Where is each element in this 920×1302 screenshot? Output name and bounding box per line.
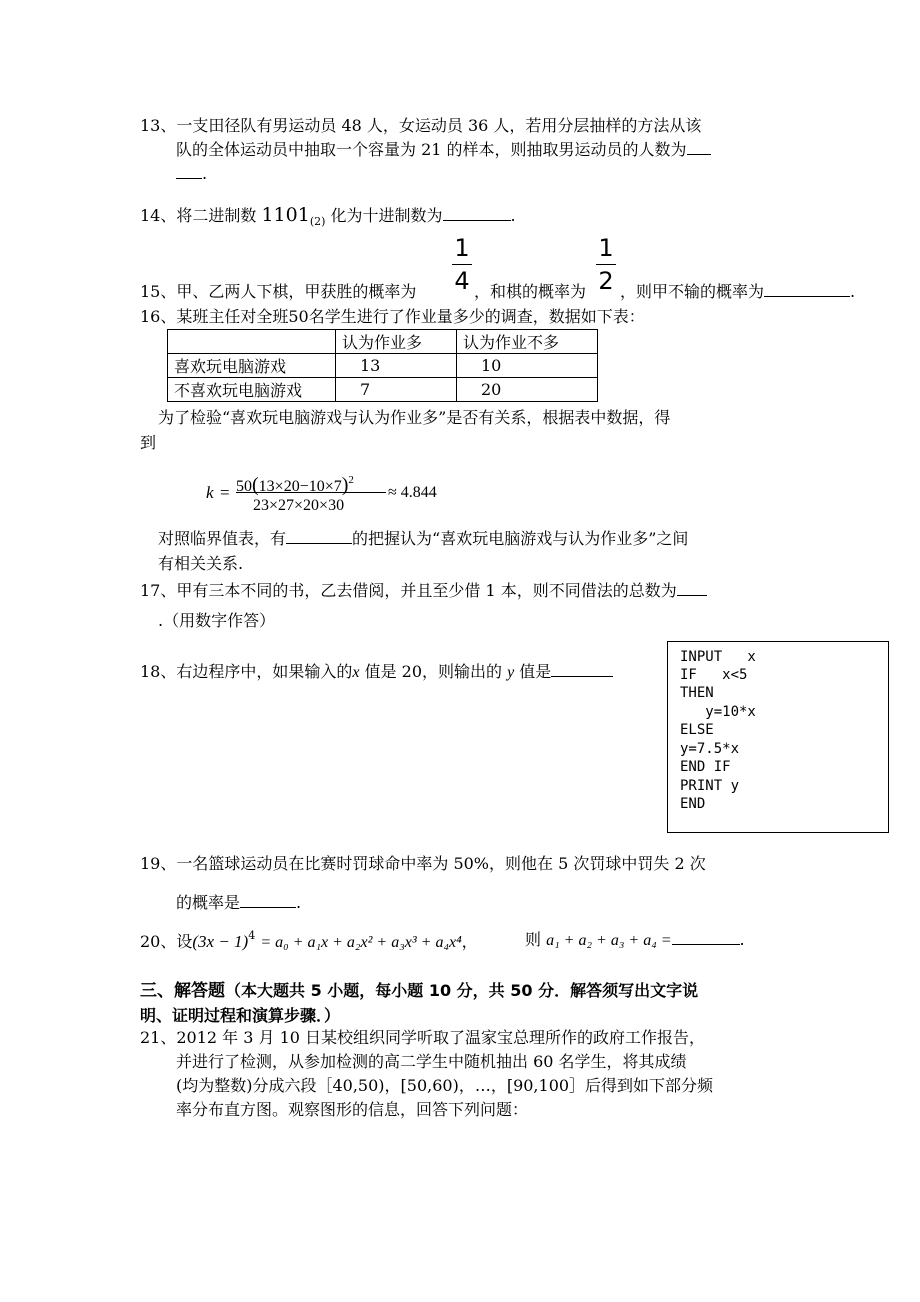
q18-answer-blank[interactable] — [551, 662, 613, 677]
q19-line2-text: 的概率是 — [176, 893, 241, 912]
q18-before-x: 18、右边程序中，如果输入的 — [140, 662, 353, 681]
code-line: END IF — [680, 759, 731, 775]
code-line: ELSE — [680, 722, 714, 738]
section-3-note: （本大题共 5 小题，每小题 10 分，共 50 分．解答须写出文字说 — [225, 981, 699, 1000]
q19-line1: 19、一名篮球运动员在比赛时罚球命中率为 50%，则他在 5 次罚球中罚失 2 次 — [140, 854, 706, 873]
formula-fraction-bar — [236, 492, 386, 493]
formula-paren-open: ( — [252, 474, 259, 496]
q15-frac2-denominator: 2 — [598, 267, 614, 295]
q15-fraction-1-4 — [452, 234, 472, 295]
q14-base-subscript: (2) — [309, 215, 326, 228]
q19-end: . — [296, 893, 302, 912]
code-line: END — [680, 796, 706, 812]
q13-end: . — [202, 164, 208, 183]
q15-frac2-numerator: 1 — [598, 234, 614, 262]
q19-answer-blank[interactable] — [240, 893, 296, 908]
q20-lhs-exponent: 4 — [248, 929, 256, 942]
q21-line2: 并进行了检测，从参加检测的高二学生中随机抽出 60 名学生，将其成绩 — [176, 1052, 687, 1071]
q18-var-y: y — [507, 664, 515, 681]
q17-line1-text: 17、甲有三本不同的书，乙去借阅，并且至少借 1 本，则不同借法的总数为 — [140, 581, 677, 600]
q16-line4-before: 对照临界值表，有 — [158, 529, 287, 548]
q20-expr: a₁ + a₂ + a₃ + a₄ = — [546, 932, 672, 949]
q20-rhs: = a₀ + a₁x + a₂x² + a₃x³ + a₄x⁴ — [260, 934, 462, 951]
formula-paren-close: ) — [341, 474, 349, 496]
q21-line3: (均为整数)分成六段［40,50)，[50,60)，…，[90,100］后得到如下部分频 — [176, 1076, 714, 1095]
q21-line4: 率分布直方图。观察图形的信息，回答下列问题： — [176, 1100, 529, 1119]
q20-prefix: 20、设 — [140, 932, 193, 951]
q16-line5: 有相关关系. — [158, 554, 244, 573]
q15-end: . — [850, 282, 856, 301]
q14-end: . — [510, 206, 516, 225]
q16-answer-blank[interactable] — [286, 529, 352, 544]
q13-line3 — [176, 163, 207, 185]
q14-text-before: 14、将二进制数 — [140, 206, 262, 225]
table-header-cell — [168, 330, 336, 354]
section-3-line2: 明、证明过程和演算步骤．） — [140, 1006, 341, 1025]
q20-then-line — [525, 929, 745, 952]
q13-line2 — [176, 139, 711, 161]
q16-line4-after: 的把握认为“喜欢玩电脑游戏与认为作业多”之间 — [352, 529, 689, 548]
formula-denominator: 23×27×20×30 — [253, 497, 345, 514]
section-3-heading — [140, 980, 698, 1002]
q14-text-after: 化为十进制数为 — [325, 206, 443, 225]
q13-answer-blank-a[interactable] — [687, 140, 711, 155]
q21-line1: 21、2012 年 3 月 10 日某校组织同学听取了温家宝总理所作的政府工作报告， — [140, 1028, 706, 1047]
code-line: INPUT x — [680, 649, 756, 665]
table-header-row — [168, 330, 598, 354]
code-line: IF x<5 — [680, 667, 748, 683]
q16-line3: 到 — [140, 433, 157, 452]
formula-approx: ≈ 4.844 — [388, 484, 437, 501]
q20-line — [140, 925, 478, 954]
table-row — [168, 378, 598, 402]
q18-after: 值是 — [514, 662, 552, 681]
code-line: THEN — [680, 685, 714, 701]
table-row — [168, 354, 598, 378]
q19-line2 — [176, 892, 301, 914]
q16-intro: 16、某班主任对全班50名学生进行了作业量多少的调查，数据如下表： — [140, 307, 645, 326]
q15-frac1-bar — [452, 264, 472, 265]
formula-numerator — [236, 469, 354, 498]
q13-line2-text: 队的全体运动员中抽取一个容量为 21 的样本，则抽取男运动员的人数为 — [176, 140, 687, 159]
q20-comma: ， — [461, 932, 478, 951]
q18-var-x: x — [352, 664, 360, 681]
q16-line4 — [158, 528, 688, 550]
table-header-cell: 认为作业多 — [336, 330, 457, 354]
table-cell: 喜欢玩电脑游戏 — [168, 354, 336, 378]
formula-num-inner: 13×20−10×7 — [258, 478, 342, 495]
q20-then: 则 — [525, 930, 542, 949]
q20-answer-blank[interactable] — [672, 930, 740, 945]
q17-line1 — [140, 580, 707, 602]
q15-suffix-line — [620, 281, 855, 303]
q13-line1: 13、一支田径队有男运动员 48 人，女运动员 36 人，若用分层抽样的方法从该 — [140, 116, 702, 135]
q14-line — [140, 204, 516, 233]
q20-end: . — [739, 930, 745, 949]
code-line: PRINT y — [680, 778, 740, 794]
q15-frac1-denominator: 4 — [454, 267, 470, 295]
q20-lhs: (3x − 1) — [192, 932, 249, 951]
q15-frac1-numerator: 1 — [454, 234, 470, 262]
table-header-cell: 认为作业不多 — [457, 330, 598, 354]
table-cell: 7 — [336, 378, 457, 402]
q15-suffix: ，则甲不输的概率为 — [620, 282, 765, 301]
q15-prefix: 15、甲、乙两人下棋，甲获胜的概率为 — [140, 282, 417, 301]
q14-binary-number: 1101 — [261, 204, 310, 226]
code-line: y=7.5*x — [680, 741, 740, 757]
formula-num-coef: 50 — [236, 478, 252, 495]
q18-middle: 值是 20，则输出的 — [359, 662, 508, 681]
formula-num-exponent: 2 — [348, 474, 354, 486]
formula-k: k — [206, 483, 214, 502]
table-cell: 10 — [457, 354, 598, 378]
q16-line2: 为了检验“喜欢玩电脑游戏与认为作业多”是否有关系，根据表中数据，得 — [158, 408, 671, 427]
q13-answer-blank-b[interactable] — [176, 164, 202, 179]
q18-line — [140, 661, 613, 684]
table-cell: 不喜欢玩电脑游戏 — [168, 378, 336, 402]
survey-table — [167, 329, 598, 402]
table-cell: 13 — [336, 354, 457, 378]
code-line: y=10*x — [680, 704, 756, 720]
q17-answer-blank[interactable] — [677, 581, 707, 596]
formula-equals: = — [220, 483, 230, 502]
q17-line2: .（用数字作答） — [158, 611, 276, 630]
q15-fraction-1-2 — [596, 234, 616, 295]
q15-frac2-bar — [596, 264, 616, 265]
q14-answer-blank[interactable] — [443, 206, 511, 221]
q15-answer-blank[interactable] — [764, 282, 850, 297]
table-cell: 20 — [457, 378, 598, 402]
q15-middle: ，和棋的概率为 — [474, 282, 587, 301]
program-code-box — [667, 641, 889, 833]
section-3-title: 三、解答题 — [140, 981, 225, 1001]
